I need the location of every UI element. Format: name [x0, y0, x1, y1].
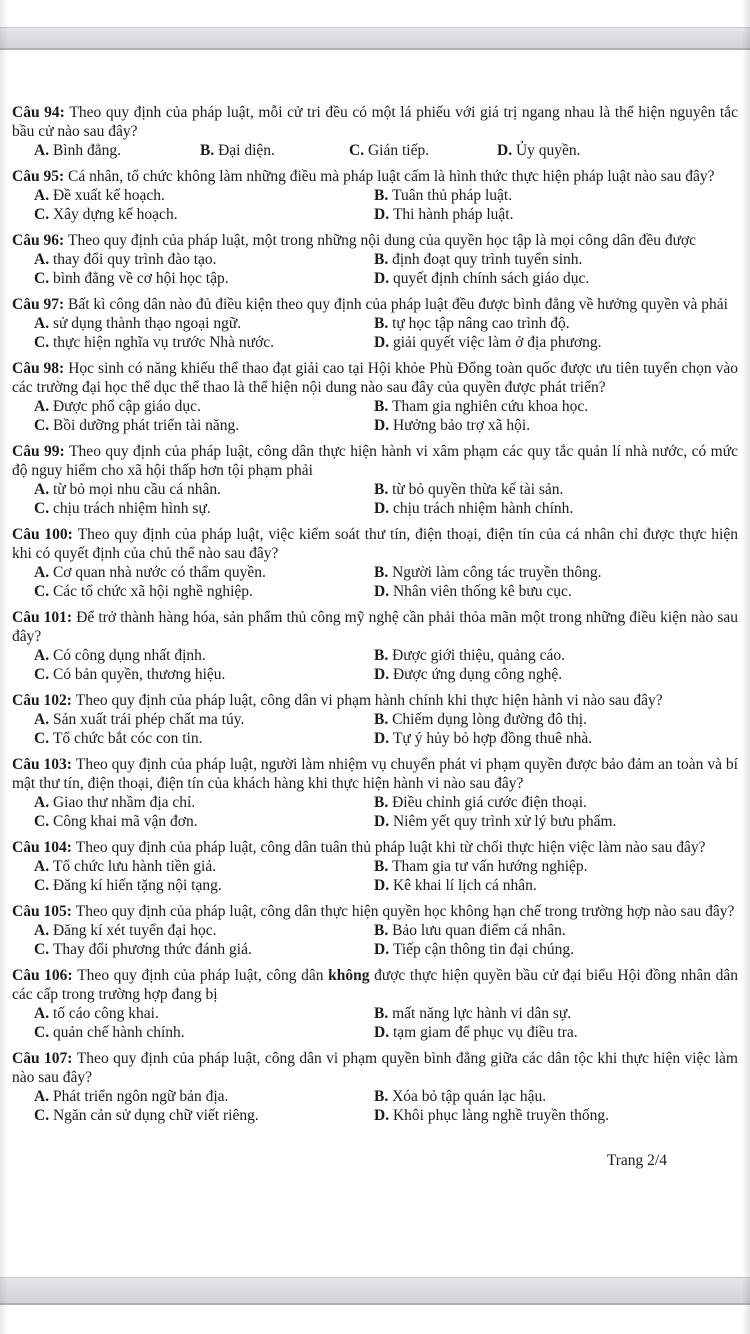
options-row: [12, 563, 738, 601]
option-letter: C.: [34, 1107, 53, 1124]
option-c: [34, 729, 374, 748]
option-letter: D.: [374, 730, 393, 747]
option-a: [34, 793, 374, 812]
option-text: Thi hành pháp luật.: [392, 206, 514, 223]
option-text: Niêm yết quy trình xử lý bưu phẩm.: [392, 813, 617, 830]
option-text: Được phổ cập giáo dục.: [52, 398, 201, 415]
option-letter: B.: [374, 922, 393, 939]
option-letter: A.: [34, 398, 53, 415]
option-c: [34, 582, 374, 601]
question-text: Câu 94: Theo quy định của pháp luật, mỗi cử tri đều có một lá phiếu với giá trị ngang nhau là thể hiện nguyên tắc bầu cử nào sau đây?: [12, 104, 738, 140]
exam-page: [0, 50, 750, 1277]
page-number-label: Trang 2/4: [606, 1152, 667, 1169]
option-a: [34, 1087, 374, 1106]
option-d: [374, 940, 738, 959]
option-text: Kê khai lí lịch cá nhân.: [392, 877, 537, 894]
option-letter: A.: [34, 794, 53, 811]
question-block: [12, 838, 738, 895]
question-number: Câu 101:: [12, 609, 77, 626]
question-text: Câu 105: Theo quy định của pháp luật, công dân thực hiện quyền học không hạn chế trong trường hợp nào sau đây?: [12, 903, 735, 920]
option-c: [34, 1023, 374, 1042]
option-b: [374, 1087, 738, 1106]
option-text: mất năng lực hành vi dân sự.: [392, 1005, 572, 1022]
option-b: [374, 1004, 738, 1023]
option-text: Bảo lưu quan điểm cá nhân.: [392, 922, 566, 939]
question-number: Câu 97:: [12, 296, 68, 313]
option-letter: B.: [374, 1088, 393, 1105]
option-d: [374, 1023, 738, 1042]
option-c: [34, 665, 374, 684]
question-block: [12, 691, 738, 748]
option-letter: B.: [374, 647, 393, 664]
option-a: [34, 646, 374, 665]
option-b: [374, 186, 738, 205]
option-d: [374, 582, 738, 601]
option-letter: C.: [34, 583, 53, 600]
option-d: [374, 416, 738, 435]
option-letter: C.: [34, 730, 53, 747]
questions-container: [12, 103, 738, 1125]
option-letter: D.: [374, 666, 393, 683]
option-text: thay đổi quy trình đào tạo.: [52, 251, 217, 268]
question-text: Câu 106: Theo quy định của pháp luật, công dân không được thực hiện quyền bầu cử đại biểu Hội đồng nhân dân các cấp trong trường hợp đang bị: [12, 967, 739, 1003]
option-letter: A.: [34, 711, 53, 728]
question-text: Câu 97: Bất kì công dân nào đủ điều kiện theo quy định của pháp luật đều được bình đẳng về hưởng quyền và phải: [12, 296, 728, 313]
option-letter: C.: [34, 877, 53, 894]
question-text: Câu 107: Theo quy định của pháp luật, công dân vi phạm quyền bình đẳng giữa các dân tộc khi thực hiện việc làm nào sau đây?: [12, 1050, 738, 1086]
question-number: Câu 96:: [12, 232, 68, 249]
option-text: chịu trách nhiệm hình sự.: [52, 500, 211, 517]
option-text: Tiếp cận thông tin đại chúng.: [392, 941, 575, 958]
options-row: [12, 1004, 738, 1042]
option-a: [34, 141, 200, 160]
option-letter: A.: [34, 142, 53, 159]
option-text: Thay đổi phương thức đánh giá.: [52, 941, 252, 958]
page-separator-top: [0, 27, 750, 50]
option-text: bình đẳng về cơ hội học tập.: [52, 270, 229, 287]
option-text: Có bản quyền, thương hiệu.: [52, 666, 226, 683]
question-block: [12, 359, 738, 435]
option-text: Được ứng dụng công nghệ.: [392, 666, 563, 683]
option-text: Ủy quyền.: [515, 142, 581, 159]
options-row: [12, 141, 738, 160]
option-text: chịu trách nhiệm hành chính.: [392, 500, 574, 517]
question-text: Câu 101: Để trở thành hàng hóa, sản phẩm thủ công mỹ nghệ cần phải thỏa mãn một trong những điều kiện nào sau đây?: [12, 609, 738, 645]
option-letter: B.: [374, 315, 393, 332]
option-d: [374, 205, 738, 224]
option-text: Tham gia tư vấn hướng nghiệp.: [392, 858, 588, 875]
option-c: [34, 416, 374, 435]
options-row: [12, 710, 738, 748]
option-letter: B.: [374, 398, 393, 415]
option-a: [34, 710, 374, 729]
option-letter: B.: [374, 711, 393, 728]
option-text: Tham gia nghiên cứu khoa học.: [392, 398, 589, 415]
option-text: Đăng kí hiến tặng nội tạng.: [52, 877, 222, 894]
option-text: quản chế hành chính.: [52, 1024, 185, 1041]
options-row: [12, 793, 738, 831]
question-number: Câu 107:: [12, 1050, 77, 1067]
option-text: Được giới thiệu, quảng cáo.: [392, 647, 565, 664]
question-number: Câu 100:: [12, 526, 78, 543]
option-text: Phát triển ngôn ngữ bản địa.: [52, 1088, 229, 1105]
option-letter: A.: [34, 315, 53, 332]
question-number: Câu 95:: [12, 168, 68, 185]
question-block: [12, 902, 738, 959]
option-text: Cơ quan nhà nước có thẩm quyền.: [52, 564, 266, 581]
option-letter: C.: [34, 813, 53, 830]
question-number: Câu 106:: [12, 967, 78, 984]
option-b: [374, 397, 738, 416]
option-c: [34, 876, 374, 895]
option-a: [34, 1004, 374, 1023]
options-row: [12, 186, 738, 224]
question-text: Câu 102: Theo quy định của pháp luật, công dân vi phạm hành chính khi thực hiện hành vi nào sau đây?: [12, 692, 663, 709]
option-text: Gián tiếp.: [367, 142, 430, 159]
question-number: Câu 102:: [12, 692, 76, 709]
question-text: Câu 96: Theo quy định của pháp luật, một trong những nội dung của quyền học tập là mọi công dân đều được: [12, 232, 697, 249]
option-letter: C.: [34, 270, 53, 287]
option-text: Nhân viên thống kê bưu cục.: [392, 583, 572, 600]
option-letter: B.: [374, 858, 393, 875]
option-letter: D.: [374, 206, 393, 223]
option-c: [34, 269, 374, 288]
option-text: Tuân thủ pháp luật.: [392, 187, 513, 204]
option-d: [374, 665, 738, 684]
option-text: định đoạt quy trình tuyển sinh.: [392, 251, 583, 268]
option-text: Tổ chức lưu hành tiền giả.: [52, 858, 217, 875]
question-number: Câu 94:: [12, 104, 70, 121]
option-letter: D.: [374, 417, 393, 434]
option-text: Giao thư nhầm địa chỉ.: [52, 794, 196, 811]
option-text: Người làm công tác truyền thông.: [392, 564, 602, 581]
option-a: [34, 186, 374, 205]
option-d: [374, 333, 738, 352]
option-d: [374, 1106, 738, 1125]
previous-page-edge: [0, 0, 750, 27]
option-text: Chiếm dụng lòng đường đô thị.: [392, 711, 587, 728]
option-letter: B.: [374, 1005, 393, 1022]
option-b: [374, 710, 738, 729]
option-c: [34, 333, 374, 352]
option-c: [34, 205, 374, 224]
option-text: Đại diện.: [218, 142, 275, 159]
option-b: [200, 141, 349, 160]
option-b: [374, 793, 738, 812]
page-separator-bottom: [0, 1277, 750, 1305]
option-letter: A.: [34, 647, 53, 664]
option-text: Đăng kí xét tuyển đại học.: [52, 922, 217, 939]
question-block: [12, 231, 738, 288]
option-c: [34, 940, 374, 959]
option-text: thực hiện nghĩa vụ trước Nhà nước.: [52, 334, 275, 351]
options-row: [12, 314, 738, 352]
option-a: [34, 921, 374, 940]
option-letter: C.: [349, 142, 368, 159]
question-text: Câu 103: Theo quy định của pháp luật, người làm nhiệm vụ chuyển phát vi phạm quyền được bảo đảm an toàn và bí mật thư tín, điện thoại, điện tín của khách hàng khi thực hiện hành vi nào sau đây?: [12, 756, 738, 792]
next-page-edge: [0, 1305, 750, 1334]
option-b: [374, 857, 738, 876]
question-text: Câu 98: Học sinh có năng khiếu thể thao đạt giải cao tại Hội khỏe Phù Đổng toàn quốc được ưu tiên tuyển chọn vào các trường đại học thể dục thể thao là thể hiện nội dung nào sau đây của quyền được phát triển?: [12, 360, 739, 396]
option-d: [374, 499, 738, 518]
question-block: [12, 755, 738, 831]
option-a: [34, 857, 374, 876]
option-text: Ngăn cản sử dụng chữ viết riêng.: [52, 1107, 259, 1124]
option-text: Bồi dưỡng phát triển tài năng.: [52, 417, 240, 434]
options-row: [12, 250, 738, 288]
option-b: [374, 250, 738, 269]
option-letter: B.: [200, 142, 219, 159]
question-number: Câu 103:: [12, 756, 76, 773]
question-block: [12, 1049, 738, 1125]
options-row: [12, 921, 738, 959]
option-letter: C.: [34, 666, 53, 683]
option-text: giải quyết việc làm ở địa phương.: [392, 334, 602, 351]
option-c: [349, 141, 497, 160]
option-letter: A.: [34, 1005, 53, 1022]
option-d: [374, 269, 738, 288]
option-text: tạm giam để phục vụ điều tra.: [392, 1024, 578, 1041]
option-c: [34, 1106, 374, 1125]
option-text: Xây dựng kế hoạch.: [52, 206, 178, 223]
option-letter: D.: [374, 813, 393, 830]
option-letter: A.: [34, 481, 53, 498]
question-block: [12, 442, 738, 518]
question-text: Câu 104: Theo quy định của pháp luật, công dân tuân thủ pháp luật khi từ chối thực hiện việc làm nào sau đây?: [12, 839, 706, 856]
option-d: [374, 812, 738, 831]
option-letter: D.: [374, 1024, 393, 1041]
option-letter: D.: [374, 877, 393, 894]
option-a: [34, 397, 374, 416]
option-c: [34, 812, 374, 831]
option-text: Sản xuất trái phép chất ma túy.: [52, 711, 245, 728]
option-letter: D.: [497, 142, 516, 159]
option-letter: A.: [34, 922, 53, 939]
option-letter: A.: [34, 564, 53, 581]
option-letter: D.: [374, 941, 393, 958]
option-letter: A.: [34, 251, 53, 268]
option-d: [497, 141, 738, 160]
option-letter: D.: [374, 334, 393, 351]
options-row: [12, 397, 738, 435]
option-text: tự học tập nâng cao trình độ.: [392, 315, 570, 332]
option-text: Khôi phục làng nghề truyền thống.: [392, 1107, 610, 1124]
question-number: Câu 105:: [12, 903, 76, 920]
question-block: [12, 608, 738, 684]
option-letter: B.: [374, 251, 393, 268]
question-number: Câu 99:: [12, 443, 70, 460]
question-bold-word: không: [328, 967, 370, 984]
option-text: sử dụng thành thạo ngoại ngữ.: [52, 315, 242, 332]
option-d: [374, 876, 738, 895]
option-letter: A.: [34, 858, 53, 875]
option-letter: D.: [374, 500, 393, 517]
option-text: Hưởng bảo trợ xã hội.: [392, 417, 531, 434]
option-a: [34, 250, 374, 269]
question-number: Câu 98:: [12, 360, 69, 377]
option-text: Các tổ chức xã hội nghề nghiệp.: [52, 583, 253, 600]
option-b: [374, 314, 738, 333]
option-text: Công khai mã vận đơn.: [52, 813, 198, 830]
option-text: Bình đẳng.: [52, 142, 121, 159]
option-text: tố cáo công khai.: [52, 1005, 159, 1022]
option-letter: C.: [34, 941, 53, 958]
option-text: từ bỏ mọi nhu cầu cá nhân.: [52, 481, 222, 498]
option-letter: D.: [374, 1107, 393, 1124]
question-text: Câu 95: Cá nhân, tổ chức không làm những điều mà pháp luật cấm là hình thức thực hiện pháp luật nào sau đây?: [12, 168, 715, 185]
option-letter: C.: [34, 334, 53, 351]
option-text: Có công dụng nhất định.: [52, 647, 206, 664]
option-b: [374, 646, 738, 665]
question-block: [12, 966, 738, 1042]
question-block: [12, 103, 738, 160]
option-b: [374, 480, 738, 499]
option-letter: C.: [34, 417, 53, 434]
option-letter: D.: [374, 583, 393, 600]
option-text: Xóa bỏ tập quán lạc hậu.: [392, 1088, 547, 1105]
option-letter: B.: [374, 481, 393, 498]
question-number: Câu 104:: [12, 839, 76, 856]
option-letter: A.: [34, 1088, 53, 1105]
options-row: [12, 646, 738, 684]
option-a: [34, 314, 374, 333]
option-b: [374, 921, 738, 940]
option-text: từ bỏ quyền thừa kế tài sản.: [392, 481, 564, 498]
option-d: [374, 729, 738, 748]
option-letter: D.: [374, 270, 393, 287]
page-number: [12, 1151, 738, 1170]
option-text: Đề xuất kế hoạch.: [52, 187, 165, 204]
question-text: Câu 99: Theo quy định của pháp luật, công dân thực hiện hành vi xâm phạm các quy tắc quản lí nhà nước, có mức độ nguy hiểm cho xã hội thấp hơn tội phạm phải: [12, 443, 738, 479]
option-text: Tự ý hủy bỏ hợp đồng thuê nhà.: [392, 730, 593, 747]
option-c: [34, 499, 374, 518]
option-letter: C.: [34, 1024, 53, 1041]
option-text: Điều chỉnh giá cước điện thoại.: [392, 794, 587, 811]
option-text: Tổ chức bắt cóc con tin.: [52, 730, 203, 747]
option-a: [34, 563, 374, 582]
option-b: [374, 563, 738, 582]
option-letter: C.: [34, 206, 53, 223]
question-block: [12, 295, 738, 352]
options-row: [12, 480, 738, 518]
options-row: [12, 1087, 738, 1125]
question-block: [12, 167, 738, 224]
option-letter: B.: [374, 187, 393, 204]
option-letter: B.: [374, 564, 393, 581]
question-block: [12, 525, 738, 601]
option-letter: B.: [374, 794, 393, 811]
question-text: Câu 100: Theo quy định của pháp luật, việc kiểm soát thư tín, điện thoại, điện tín của cá nhân chỉ được thực hiện khi có quyết định của chủ thể nào sau đây?: [12, 526, 738, 562]
option-text: quyết định chính sách giáo dục.: [392, 270, 590, 287]
option-a: [34, 480, 374, 499]
options-row: [12, 857, 738, 895]
option-letter: C.: [34, 500, 53, 517]
option-letter: A.: [34, 187, 53, 204]
